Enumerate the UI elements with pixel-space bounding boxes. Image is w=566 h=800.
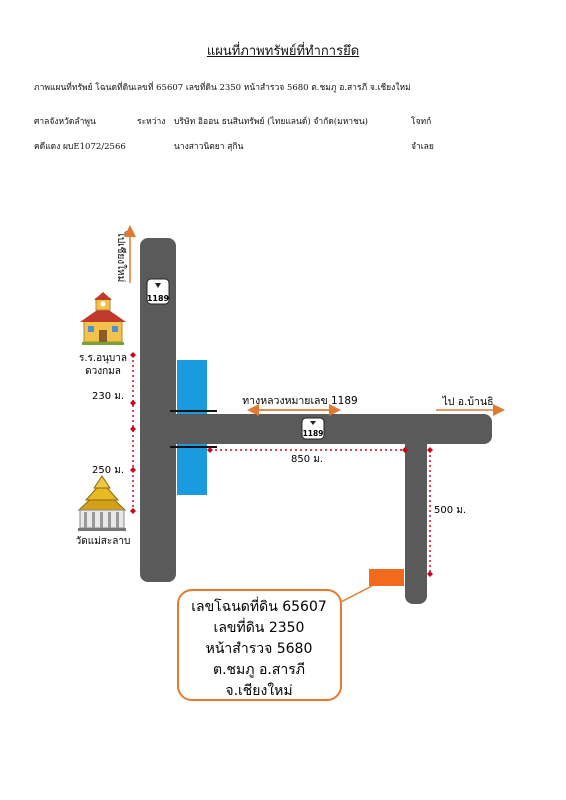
distance-label-850: 850 ม.	[290, 454, 324, 465]
callout-line-parcel: เลขที่ดิน 2350	[213, 620, 305, 636]
parcel-marker	[369, 569, 404, 586]
road-side-branch	[405, 414, 427, 604]
marker-diamond	[130, 467, 136, 473]
school-name-line1: ร.ร.อนุบาล	[78, 353, 128, 364]
callout-pointer	[339, 586, 372, 603]
callout-line-province: จ.เชียงใหม่	[225, 683, 293, 699]
school-icon	[80, 292, 126, 345]
header-defendant: นางสาวนิตยา สุกิน	[174, 142, 244, 152]
marker-diamond	[130, 352, 136, 358]
marker-diamond	[130, 426, 136, 432]
route-shield-mid-label: 1189	[302, 429, 324, 438]
marker-diamond	[427, 447, 433, 453]
header-plaintiff-role: โจทก์	[411, 117, 432, 127]
temple-icon	[78, 476, 126, 531]
marker-diamond	[130, 400, 136, 406]
page-title: แผนที่ภาพทรัพย์ที่ทำการยึด	[206, 44, 360, 59]
route-shield-top-label: 1189	[146, 294, 170, 303]
header-defendant-role: จำเลย	[411, 142, 434, 152]
distance-label-250: 250 ม.	[91, 465, 125, 476]
header-between: ระหว่าง	[137, 117, 166, 127]
highway-label: ทางหลวงหมายเลข 1189	[242, 395, 358, 407]
marker-diamond	[427, 571, 433, 577]
callout-line-survey: หน้าสำรวจ 5680	[205, 641, 313, 657]
header-deed-line: ภาพแผนที่ทรัพย์ โฉนดที่ดินเลขที่ 65607 เลขที่ดิน 2350 หน้าสำรวจ 5680 ต.ชมภู อ.สารภี จ.เชียงใหม่	[34, 83, 411, 93]
callout-line-deed: เลขโฉนดที่ดิน 65607	[191, 599, 327, 615]
route-shield-top	[147, 279, 170, 304]
header-court: ศาลจังหวัดลำพูน	[34, 117, 96, 127]
temple-name: วัดแม่สะลาบ	[75, 536, 131, 547]
route-shield-mid	[302, 418, 324, 439]
header-case-number: คดีแดง ผบE1072/2566	[34, 142, 126, 152]
distance-label-230: 230 ม.	[91, 391, 125, 402]
distance-label-500: 500 ม.	[433, 505, 467, 516]
callout-line-district: ต.ชมภู อ.สารภี	[213, 662, 305, 678]
destination-ban-thi: ไป อ.บ้านธิ	[442, 396, 494, 408]
destination-chiang-mai: ไปเชียงใหม่	[115, 231, 126, 283]
header-plaintiff: บริษัท อิออน ธนสินทรัพย์ (ไทยแลนด์) จำกัด(มหาชน)	[174, 117, 368, 127]
school-name-line2: ดวงกมล	[85, 366, 121, 377]
marker-diamond	[130, 508, 136, 514]
